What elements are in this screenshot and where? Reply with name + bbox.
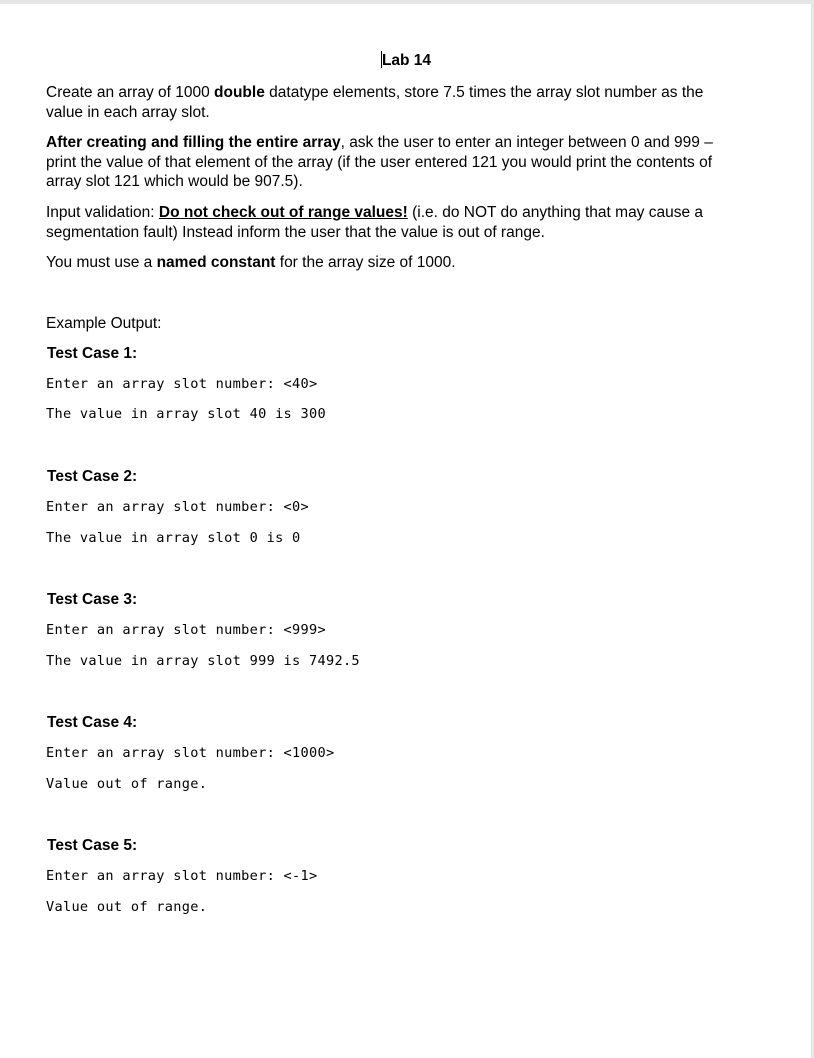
para1-text-b: datatype elements, store 7.5 times the array slot number as the value in each array slot. [46, 84, 704, 121]
test-case-heading: Test Case 1: [47, 345, 138, 362]
test-case-prompt: Enter an array slot number: <0> [46, 499, 310, 515]
paragraph-user-input [46, 133, 742, 192]
test-case-result: The value in array slot 40 is 300 [46, 406, 326, 422]
test-case-result: The value in array slot 0 is 0 [46, 530, 301, 546]
para1-bold: double [214, 84, 265, 101]
para3-text-b: (i.e. do NOT do anything that may cause a segmentation fault) Instead inform the user that the value is out of range. [46, 204, 704, 241]
test-case-heading: Test Case 4: [47, 714, 138, 731]
paragraph-named-constant [46, 253, 742, 273]
para4-bold: named constant [156, 254, 276, 271]
test-case-heading: Test Case 2: [47, 468, 138, 485]
test-case-prompt: Enter an array slot number: <-1> [46, 868, 318, 884]
test-case-prompt: Enter an array slot number: <40> [46, 376, 318, 392]
para3-bold-underline: Do not check out of range values! [158, 204, 408, 221]
test-case-heading: Test Case 3: [47, 591, 138, 608]
doc-title-text: Lab 14 [381, 52, 432, 69]
test-case-result: Value out of range. [46, 776, 208, 792]
para4-text-a: You must use a [46, 254, 157, 271]
page-top-edge [0, 0, 814, 4]
test-case-heading: Test Case 5: [47, 837, 138, 854]
para1-text-a: Create an array of 1000 [46, 84, 215, 101]
doc-title [46, 51, 766, 70]
para2-bold: After creating and filling the entire array [46, 134, 341, 151]
test-case-result: Value out of range. [46, 899, 208, 915]
test-case-prompt: Enter an array slot number: <999> [46, 622, 326, 638]
paragraph-array-spec [46, 83, 742, 122]
example-output-label: Example Output: [46, 315, 162, 332]
test-case-result: The value in array slot 999 is 7492.5 [46, 653, 360, 669]
para3-text-a: Input validation: [46, 204, 159, 221]
test-case-prompt: Enter an array slot number: <1000> [46, 745, 335, 761]
para2-text: , ask the user to enter an integer between 0 and 999 – print the value of that element of the array (if the user entered 121 you would print the contents of array slot 121 which would be 907.5). [46, 134, 713, 190]
para4-text-b: for the array size of 1000. [275, 254, 456, 271]
paragraph-input-validation [46, 203, 742, 242]
